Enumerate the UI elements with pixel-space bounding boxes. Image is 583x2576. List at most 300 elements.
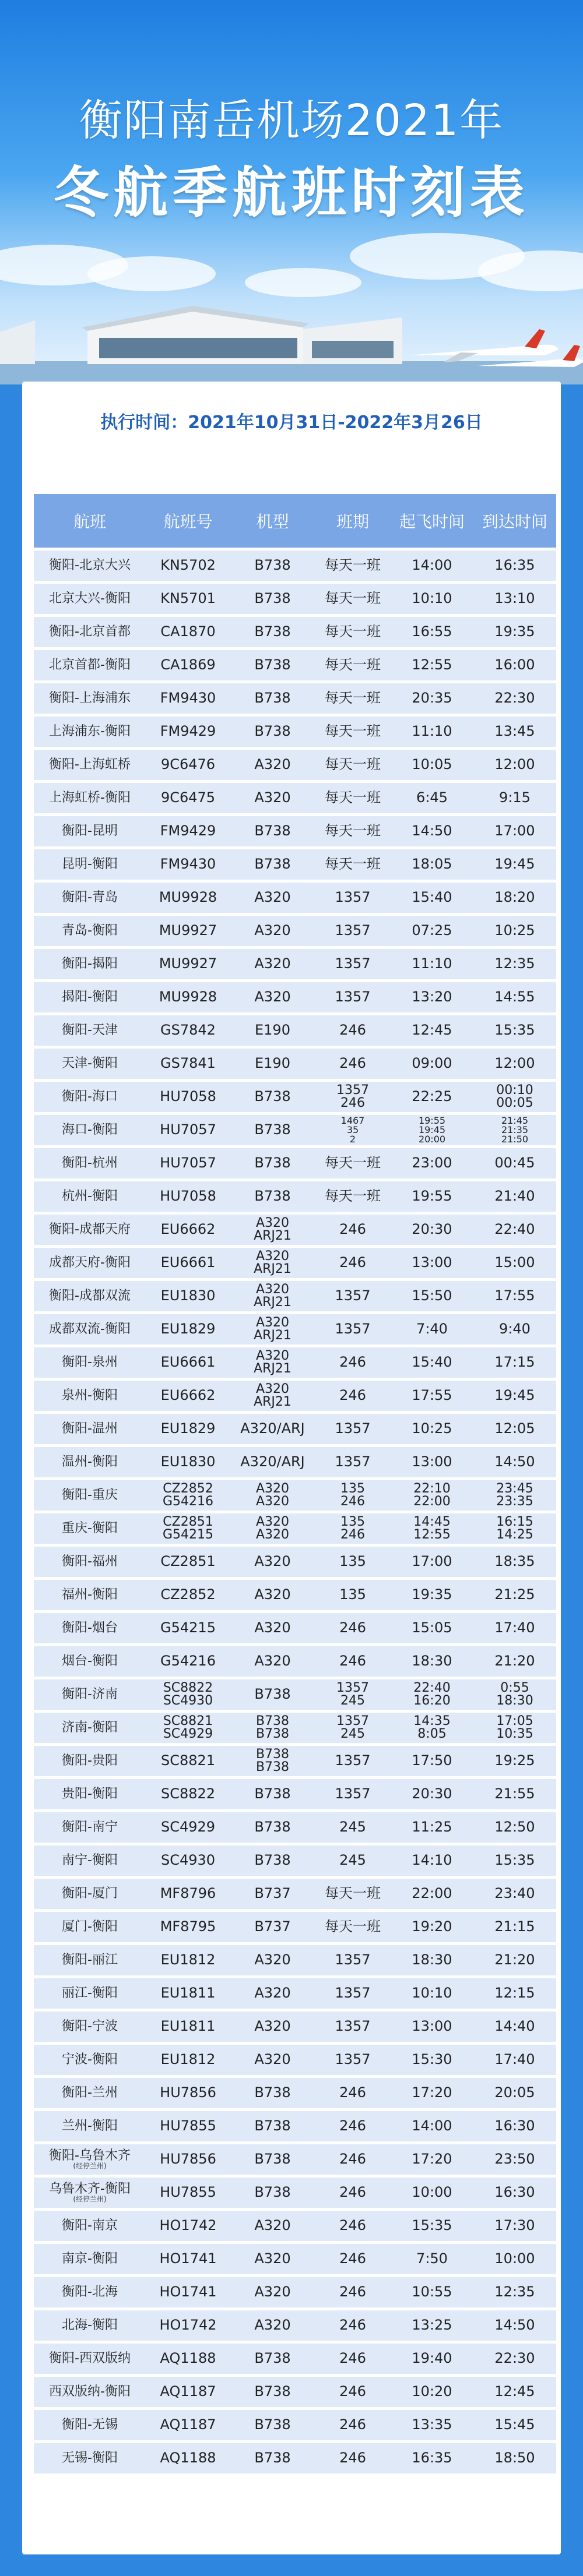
cell-departure: 23:00 [391,1148,473,1178]
table-row [34,2111,556,2141]
cell-route: 南宁-衡阳 [34,1845,146,1876]
column-header-departure: 起飞时间 [391,494,473,548]
cell-flight-no: HU7855 [146,2178,230,2208]
cell-arrival: 18:35 [473,1547,556,1577]
cell-arrival: 23:50 [473,2144,556,2175]
cell-route: 衡阳-昆明 [34,816,146,846]
table-row [34,683,556,714]
cell-line: B738 [255,1760,290,1774]
cell-route: 北京大兴-衡阳 [34,584,146,614]
cell-days: 246 [315,2111,391,2141]
cell-days: 246 [315,1381,391,1411]
cell-line: SC8821 [163,1714,213,1728]
table-row [34,2377,556,2407]
cell-arrival: 16:30 [473,2111,556,2141]
cell-arrival: 23:40 [473,1879,556,1909]
cell-arrival: 22:40 [473,1215,556,1245]
cell-line: A320 [255,1494,290,1509]
cell-days: 每天一班 [315,1148,391,1178]
cell-aircraft: B738 [230,2178,315,2208]
cell-days: 246 [315,2410,391,2440]
cell-aircraft: B738 [230,1679,315,1710]
cell-aircraft [230,1746,315,1776]
cell-departure: 18:30 [391,1646,473,1677]
cell-arrival: 21:55 [473,1779,556,1809]
cell-arrival: 14:50 [473,2310,556,2341]
table-row [34,1679,556,1710]
cell-aircraft: B738 [230,1845,315,1876]
cell-aircraft: B738 [230,1082,315,1112]
cell-days: 245 [315,1812,391,1843]
cell-arrival [473,1082,556,1112]
cell-departure: 12:55 [391,650,473,680]
cell-route: 衡阳-上海虹桥 [34,750,146,780]
cell-flight-no: EU1830 [146,1447,230,1477]
cell-route: 衡阳-北京首都 [34,617,146,647]
cell-aircraft: B737 [230,1912,315,1942]
cell-route: 杭州-衡阳 [34,1181,146,1212]
cell-flight-no: EU6662 [146,1381,230,1411]
cell-departure: 10:10 [391,584,473,614]
cell-route: 烟台-衡阳 [34,1646,146,1677]
cell-line: 22:00 [413,1494,451,1509]
cell-arrival [473,1513,556,1544]
cell-flight-no: HU7057 [146,1115,230,1145]
cell-route: 衡阳-成都天府 [34,1215,146,1245]
cell-route: 上海浦东-衡阳 [34,717,146,747]
cell-aircraft: B738 [230,584,315,614]
cell-flight-no: AQ1187 [146,2410,230,2440]
table-row [34,1215,556,1245]
cell-arrival: 00:45 [473,1148,556,1178]
cell-line: ARJ21 [254,1361,292,1376]
cell-departure: 13:25 [391,2310,473,2341]
cell-route: 衡阳-上海浦东 [34,683,146,714]
cell-route: 衡阳-温州 [34,1414,146,1444]
cell-days: 每天一班 [315,650,391,680]
cell-departure: 19:20 [391,1912,473,1942]
cell-departure: 16:35 [391,2443,473,2473]
cell-days: 1357 [315,1447,391,1477]
table-row [34,1115,556,1145]
table-row [34,1082,556,1112]
cell-route: 北海-衡阳 [34,2310,146,2341]
table-row [34,617,556,647]
cell-route: 宁波-衡阳 [34,2045,146,2075]
cell-days: 1357 [315,1314,391,1345]
cell-days [315,1679,391,1710]
cell-arrival: 21:15 [473,1912,556,1942]
cloud-shape [245,268,361,297]
cloud-shape [87,256,216,291]
cell-line: 14:45 [413,1515,451,1529]
cell-departure: 17:00 [391,1547,473,1577]
cell-aircraft: A320 [230,883,315,913]
cell-days: 135 [315,1547,391,1577]
cell-arrival: 19:25 [473,1746,556,1776]
cell-route: 温州-衡阳 [34,1447,146,1477]
table-row [34,883,556,913]
cell-line: 17:05 [496,1714,533,1728]
cell-route: 福州-衡阳 [34,1580,146,1610]
table-row [34,1181,556,1212]
cell-line: 14:35 [413,1714,451,1728]
cell-route: 海口-衡阳 [34,1115,146,1145]
cell-line: SC4929 [163,1727,213,1741]
cell-route: 衡阳-北京大兴 [34,551,146,581]
cell-days: 每天一班 [315,617,391,647]
table-row [34,1580,556,1610]
cell-aircraft [230,1480,315,1511]
table-row [34,2244,556,2274]
table-row [34,2410,556,2440]
cell-departure [391,1480,473,1511]
cell-flight-no: EU1829 [146,1414,230,1444]
cell-line: 20:00 [418,1134,446,1145]
cell-departure: 18:30 [391,1945,473,1975]
cell-aircraft: B738 [230,2078,315,2108]
cell-route [34,2144,146,2175]
cell-line: 21:45 [501,1115,529,1126]
cell-arrival: 15:35 [473,1845,556,1876]
cell-departure: 13:20 [391,982,473,1012]
cell-route: 天津-衡阳 [34,1049,146,1079]
table-row [34,1779,556,1809]
effective-period: 执行时间：2021年10月31日-2022年3月26日 [100,412,483,433]
cell-line: B738 [255,1714,290,1728]
cell-route: 衡阳-宁波 [34,2012,146,2042]
column-header-days: 班期 [315,494,391,548]
table-row [34,1381,556,1411]
cell-arrival: 21:20 [473,1945,556,1975]
cell-arrival [473,1679,556,1710]
cell-arrival [473,1480,556,1511]
cell-route: 衡阳-济南 [34,1679,146,1710]
cell-departure: 19:35 [391,1580,473,1610]
cell-flight-no: FM9430 [146,683,230,714]
cell-line: 0:55 [500,1681,529,1695]
cell-days: 每天一班 [315,584,391,614]
table-row [34,2144,556,2175]
cell-aircraft: A320 [230,2012,315,2042]
cell-flight-no: G54215 [146,1613,230,1643]
cell-line: 8:05 [417,1727,447,1741]
cell-departure: 07:25 [391,916,473,946]
cell-line: A320 [255,1282,290,1297]
route-note: (经停兰州) [73,2194,107,2203]
cell-line: A320 [255,1249,290,1264]
cell-departure: 14:10 [391,1845,473,1876]
cell-route: 衡阳-丽江 [34,1945,146,1975]
table-row [34,1414,556,1444]
cell-line: SC4930 [163,1693,213,1708]
cell-departure: 10:05 [391,750,473,780]
cell-route: 衡阳-烟台 [34,1613,146,1643]
cell-flight-no: HU7058 [146,1082,230,1112]
cell-arrival: 10:00 [473,2244,556,2274]
cell-days: 1357 [315,1281,391,1311]
cell-line: 12:55 [413,1527,451,1542]
cell-arrival: 16:00 [473,650,556,680]
cell-departure: 20:35 [391,683,473,714]
cell-days: 1357 [315,2012,391,2042]
cell-arrival: 17:15 [473,1347,556,1378]
cell-aircraft: B738 [230,2144,315,2175]
cell-line: 245 [340,1727,365,1741]
cell-arrival: 14:55 [473,982,556,1012]
cell-aircraft [230,1381,315,1411]
cell-flight-no: KN5702 [146,551,230,581]
cell-flight-no: GS7841 [146,1049,230,1079]
cell-days: 246 [315,1347,391,1378]
cell-days: 246 [315,2310,391,2341]
cell-route: 衡阳-北海 [34,2277,146,2307]
cell-line: 00:10 [496,1083,533,1098]
route-name: 衡阳-乌鲁木齐 [49,2148,131,2163]
table-row [34,1148,556,1178]
title-line-1: 衡阳南岳机场2021年 [79,96,504,146]
cell-days [315,1480,391,1511]
cell-flight-no: GS7842 [146,1015,230,1046]
cell-departure: 11:25 [391,1812,473,1843]
cell-flight-no: HU7856 [146,2144,230,2175]
cell-route: 重庆-衡阳 [34,1513,146,1544]
cell-departure: 20:30 [391,1779,473,1809]
cell-route [34,2178,146,2208]
cell-route: 成都天府-衡阳 [34,1248,146,1278]
cell-line: ARJ21 [254,1229,292,1243]
cell-flight-no: FM9429 [146,816,230,846]
cell-flight-no: EU6661 [146,1248,230,1278]
cell-aircraft [230,1215,315,1245]
cell-route: 衡阳-福州 [34,1547,146,1577]
cell-line: A320 [255,1382,290,1396]
cell-aircraft: A320 [230,949,315,979]
cell-line: A320 [255,1481,290,1496]
cell-departure: 20:30 [391,1215,473,1245]
cell-flight-no: MF8796 [146,1879,230,1909]
cell-arrival: 16:30 [473,2178,556,2208]
cell-arrival: 15:35 [473,1015,556,1046]
table-row [34,1613,556,1643]
cell-arrival: 15:00 [473,1248,556,1278]
cell-flight-no: AQ1188 [146,2443,230,2473]
cell-flight-no: SC8821 [146,1746,230,1776]
cell-aircraft [230,1347,315,1378]
cell-route: 衡阳-青岛 [34,883,146,913]
cell-days: 245 [315,1845,391,1876]
cell-days: 246 [315,1613,391,1643]
cell-aircraft: A320 [230,982,315,1012]
cell-route: 西双版纳-衡阳 [34,2377,146,2407]
cell-line: 21:50 [501,1134,529,1145]
cell-line: A320 [255,1527,290,1542]
table-row [34,1314,556,1345]
cell-days: 1357 [315,1746,391,1776]
cell-aircraft: A320 [230,2310,315,2341]
cell-line: B738 [255,1727,290,1741]
table-row [34,816,556,846]
cell-line: 1467 [340,1115,365,1126]
cell-days: 246 [315,2277,391,2307]
cell-arrival: 12:15 [473,1978,556,2009]
cell-flight-no: MU9927 [146,949,230,979]
cell-flight-no [146,1513,230,1544]
cell-flight-no: HO1742 [146,2211,230,2241]
cell-departure: 19:55 [391,1181,473,1212]
cell-flight-no: HU7855 [146,2111,230,2141]
cell-aircraft [230,1248,315,1278]
table-row [34,1912,556,1942]
cell-route: 厦门-衡阳 [34,1912,146,1942]
cell-flight-no: MU9927 [146,916,230,946]
cell-line: 23:35 [496,1494,533,1509]
cell-flight-no [146,1679,230,1710]
table-row [34,2211,556,2241]
cell-aircraft: A320 [230,1945,315,1975]
cell-line: A320 [255,1349,290,1363]
cell-line: A320 [255,1216,290,1230]
table-header-row [34,494,556,548]
cell-arrival: 14:40 [473,2012,556,2042]
cell-flight-no: MU9928 [146,883,230,913]
cell-days [315,1082,391,1112]
cell-flight-no: MF8795 [146,1912,230,1942]
cell-departure: 18:05 [391,849,473,880]
cell-route: 衡阳-兰州 [34,2078,146,2108]
cell-flight-no [146,1713,230,1743]
cell-aircraft: B738 [230,1115,315,1145]
cell-flight-no: EU6662 [146,1215,230,1245]
cell-line: 22:40 [413,1681,451,1695]
cell-days: 每天一班 [315,783,391,813]
cell-route: 衡阳-西双版纳 [34,2344,146,2374]
table-row [34,849,556,880]
cell-flight-no: EU1811 [146,2012,230,2042]
table-row [34,1746,556,1776]
cell-arrival: 22:30 [473,2344,556,2374]
table-row [34,717,556,747]
table-row [34,551,556,581]
table-row [34,1547,556,1577]
cell-flight-no: G54216 [146,1646,230,1677]
table-row [34,1049,556,1079]
cell-arrival: 18:50 [473,2443,556,2473]
cell-line: 16:15 [496,1515,533,1529]
column-header-aircraft: 机型 [230,494,315,548]
cell-arrival: 19:45 [473,1381,556,1411]
cell-departure: 10:00 [391,2178,473,2208]
cell-departure: 10:10 [391,1978,473,2009]
cell-days: 246 [315,2178,391,2208]
cell-aircraft: A320/ARJ [230,1414,315,1444]
cell-flight-no: EU6661 [146,1347,230,1378]
cell-flight-no: CA1869 [146,650,230,680]
table-row [34,1248,556,1278]
cell-route: 衡阳-海口 [34,1082,146,1112]
cell-route: 无锡-衡阳 [34,2443,146,2473]
cell-departure: 15:40 [391,883,473,913]
column-header-arrival: 到达时间 [473,494,556,548]
cell-aircraft: E190 [230,1049,315,1079]
cell-line: 1357 [336,1714,369,1728]
cell-departure: 19:40 [391,2344,473,2374]
cell-days: 每天一班 [315,1181,391,1212]
table-row [34,1713,556,1743]
table-row [34,2178,556,2208]
table-row [34,750,556,780]
cell-arrival: 17:00 [473,816,556,846]
cell-route: 衡阳-泉州 [34,1347,146,1378]
cell-line: 2 [349,1134,356,1145]
cell-route: 北京首都-衡阳 [34,650,146,680]
cell-departure: 13:35 [391,2410,473,2440]
cell-flight-no: SC8822 [146,1779,230,1809]
table-row [34,2012,556,2042]
cell-departure: 16:55 [391,617,473,647]
cell-days: 1357 [315,1945,391,1975]
cell-aircraft: B738 [230,816,315,846]
table-row [34,1879,556,1909]
cell-departure: 15:35 [391,2211,473,2241]
table-row [34,783,556,813]
table-row [34,2344,556,2374]
cell-days: 每天一班 [315,1879,391,1909]
cell-aircraft: A320 [230,750,315,780]
cell-departure: 10:55 [391,2277,473,2307]
table-row [34,1347,556,1378]
cell-aircraft: A320 [230,1978,315,2009]
cell-departure: 13:00 [391,1447,473,1477]
flight-schedule-table [34,491,556,2476]
cell-route: 衡阳-厦门 [34,1879,146,1909]
table-row [34,1447,556,1477]
cell-line: A320 [255,1315,290,1330]
cell-flight-no: FM9429 [146,717,230,747]
cell-arrival: 21:40 [473,1181,556,1212]
table-row [34,1015,556,1046]
cell-aircraft: A320 [230,783,315,813]
airport-terminal-illustration [0,297,583,384]
cell-line: 135 [340,1481,365,1496]
cell-aircraft: B738 [230,2443,315,2473]
cell-line: G54215 [162,1527,214,1542]
cell-departure: 11:10 [391,949,473,979]
cell-flight-no: EU1812 [146,2045,230,2075]
cell-days: 1357 [315,949,391,979]
cell-aircraft [230,1713,315,1743]
cell-arrival: 12:00 [473,1049,556,1079]
cell-days [315,1713,391,1743]
cell-days [315,1513,391,1544]
cell-arrival: 19:45 [473,849,556,880]
cell-route: 兰州-衡阳 [34,2111,146,2141]
cell-arrival: 13:45 [473,717,556,747]
cell-arrival: 19:35 [473,617,556,647]
cell-departure: 17:50 [391,1746,473,1776]
cell-arrival: 17:40 [473,2045,556,2075]
table-row [34,650,556,680]
route-note: (经停兰州) [73,2161,107,2170]
cell-route: 衡阳-揭阳 [34,949,146,979]
cell-days: 1357 [315,2045,391,2075]
cell-days: 246 [315,2377,391,2407]
cell-aircraft: B738 [230,1148,315,1178]
cell-flight-no: 9C6476 [146,750,230,780]
cell-line: 22:10 [413,1481,451,1496]
cell-departure [391,1513,473,1544]
cell-aircraft [230,1513,315,1544]
